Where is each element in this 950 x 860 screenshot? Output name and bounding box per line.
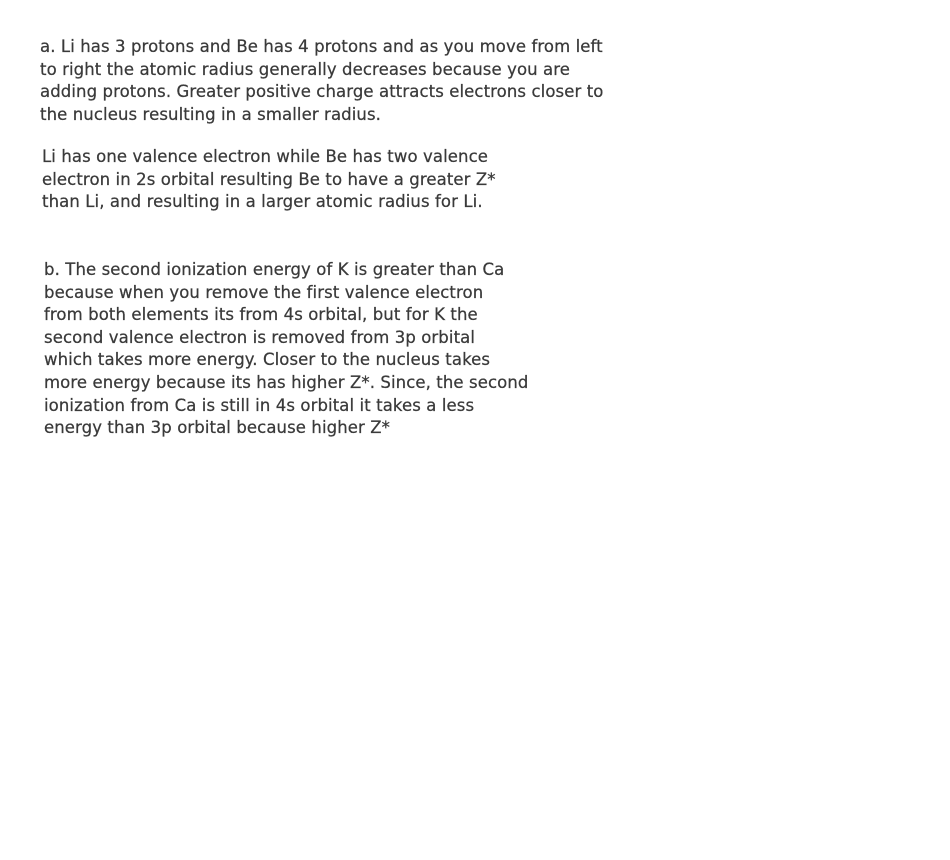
text-line: because when you remove the first valence electron — [44, 282, 484, 302]
answer-b-paragraph — [44, 259, 528, 440]
text-line: b. The second ionization energy of K is greater than Ca — [44, 260, 505, 279]
text-line: to right the atomic radius generally decreases because you are — [40, 59, 571, 79]
text-line: Li has one valence electron while Be has two valence — [42, 147, 489, 166]
answer-a-paragraph — [40, 36, 603, 126]
text-line: than Li, and resulting in a larger atomic radius for Li. — [42, 192, 483, 212]
text-line: second valence electron is removed from 3p orbital — [44, 327, 476, 347]
text-line: which takes more energy. Closer to the nucleus takes — [44, 350, 491, 370]
text-line: a. Li has 3 protons and Be has 4 protons and as you move from left — [40, 37, 603, 56]
text-line: energy than 3p orbital because higher Z* — [44, 418, 391, 438]
valence-electron-paragraph — [42, 146, 496, 214]
text-line: ionization from Ca is still in 4s orbital it takes a less — [44, 395, 475, 415]
text-line: from both elements its from 4s orbital, but for K the — [44, 305, 478, 325]
text-line: adding protons. Greater positive charge attracts electrons closer to — [40, 82, 604, 102]
text-line: more energy because its has higher Z*. Since, the second — [44, 372, 529, 392]
text-line: the nucleus resulting in a smaller radius. — [40, 104, 382, 124]
text-line: electron in 2s orbital resulting Be to have a greater Z* — [42, 169, 496, 189]
